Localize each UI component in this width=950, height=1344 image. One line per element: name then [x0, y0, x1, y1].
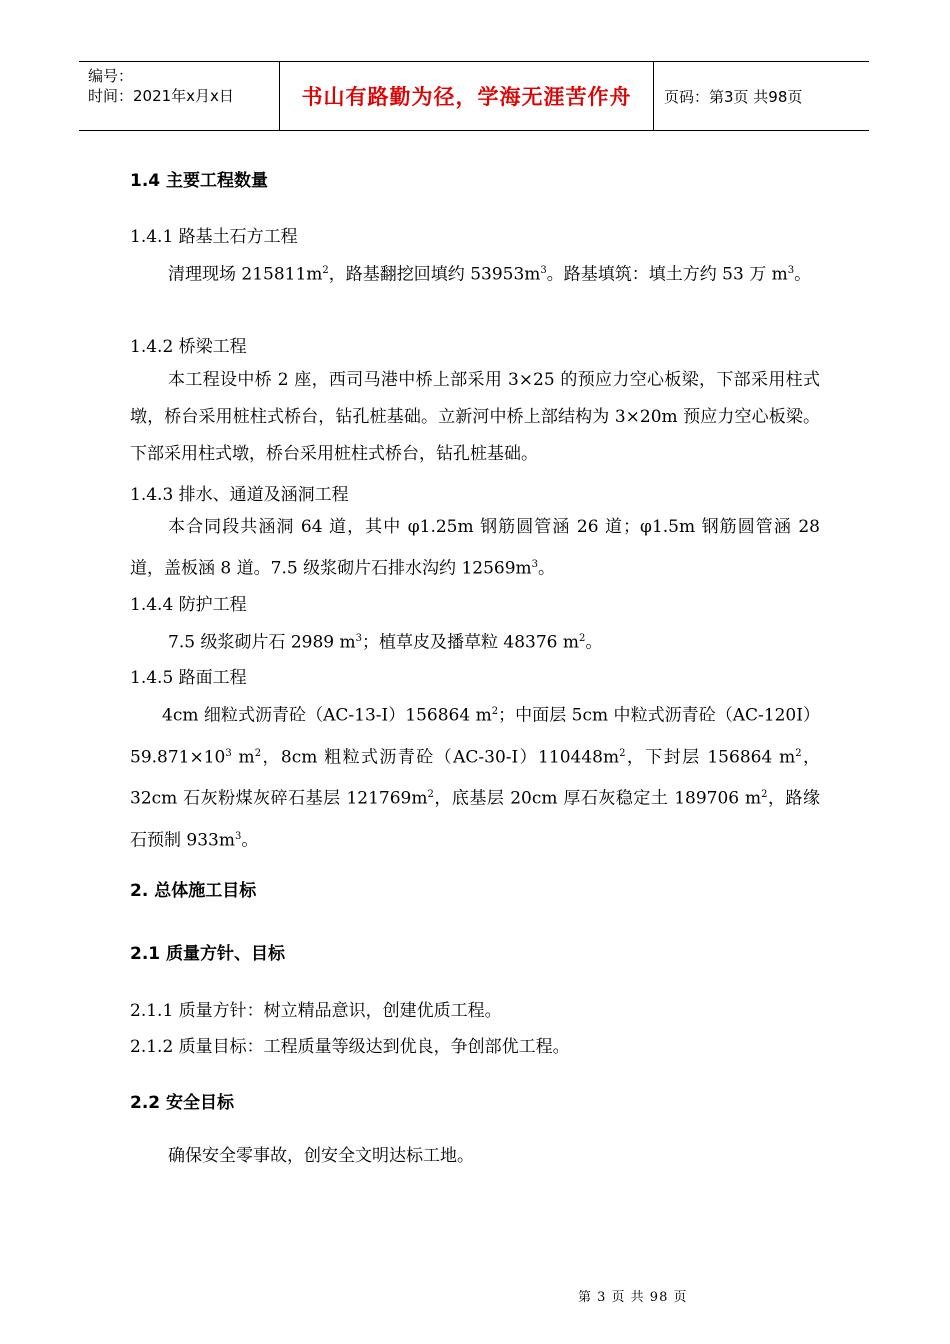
heading-1-4-4: 1.4.4 防护工程	[130, 595, 247, 615]
heading-2: 2. 总体施工目标	[130, 881, 257, 901]
doc-date-label: 时间：2021年x月x日	[88, 87, 234, 105]
page-footer: 第 3 页 共 98 页	[578, 1290, 688, 1305]
heading-1-4-2: 1.4.2 桥梁工程	[130, 337, 247, 357]
para-1-4-1: 清理现场 $215811m^2$，路基翻挖回填约 $53953m^3$。路基填筑：填土方约 53 万 $m^3$。	[168, 264, 812, 285]
para-1-4-2: 本工程设中桥 2 座，西司马港中桥上部采用 3×25 的预应力空心板梁，下部采用柱式墩，桥台采用桩柱式桥台，钻孔桩基础。立新河中桥上部结构为 3×20m 预应力空心板梁。下部采用柱式墩，桥台采用桩柱式桥台，钻孔桩基础。	[130, 370, 820, 464]
doc-number-label: 编号：	[88, 67, 134, 85]
heading-1-4-3: 1.4.3 排水、通道及涵洞工程	[130, 485, 349, 505]
para-1-4-5: 4cm 细粒式沥青砼（AC-13-I）156864 $m^2$；中面层 5cm 中粒式沥青砼$(AC-120I)59.871\times 10^3$ $m^2$，8cm 粗粒式沥青砼$(AC-30-I)110448m^2$，下封层 156864 $m^2$， 32cm 石灰粉煤灰碎石基层 $121769m^2$，底基层 20cm 厚石灰稳定土 189706 $m^2$，路缘石预制 $933m^3$。	[130, 705, 821, 851]
heading-1-4-5: 1.4.5 路面工程	[130, 668, 247, 688]
para-1-4-4: 7.5 级浆砌片石 2989 $m^3$；植草皮及播草粒 48376 $m^2$。	[168, 632, 603, 653]
line-2-1-1: 2.1.1 质量方针：树立精品意识，创建优质工程。	[130, 1001, 502, 1021]
heading-2-2: 2.2 安全目标	[130, 1093, 235, 1113]
header-meta	[79, 62, 280, 130]
para-2-2: 确保安全零事故，创安全文明达标工地。	[168, 1146, 474, 1166]
para-1-4-3: 本合同段共涵洞 64 道，其中 φ1.25m 钢筋圆管涵 26 道；φ1.5m 钢筋圆管涵 28 道，盖板涵 8 道。7.5 级浆砌片石排水沟约 $12569m^3$。	[130, 517, 820, 579]
line-2-1-2: 2.1.2 质量目标：工程质量等级达到优良，争创部优工程。	[130, 1037, 570, 1057]
header-page-info: 页码：第3页 共98页	[664, 87, 803, 106]
heading-1-4: 1.4 主要工程数量	[130, 171, 269, 191]
heading-1-4-1: 1.4.1 路基土石方工程	[130, 227, 298, 247]
page-header	[79, 61, 869, 131]
header-motto: 书山有路勤为径，学海无涯苦作舟	[280, 62, 654, 130]
heading-2-1: 2.1 质量方针、目标	[130, 944, 286, 964]
